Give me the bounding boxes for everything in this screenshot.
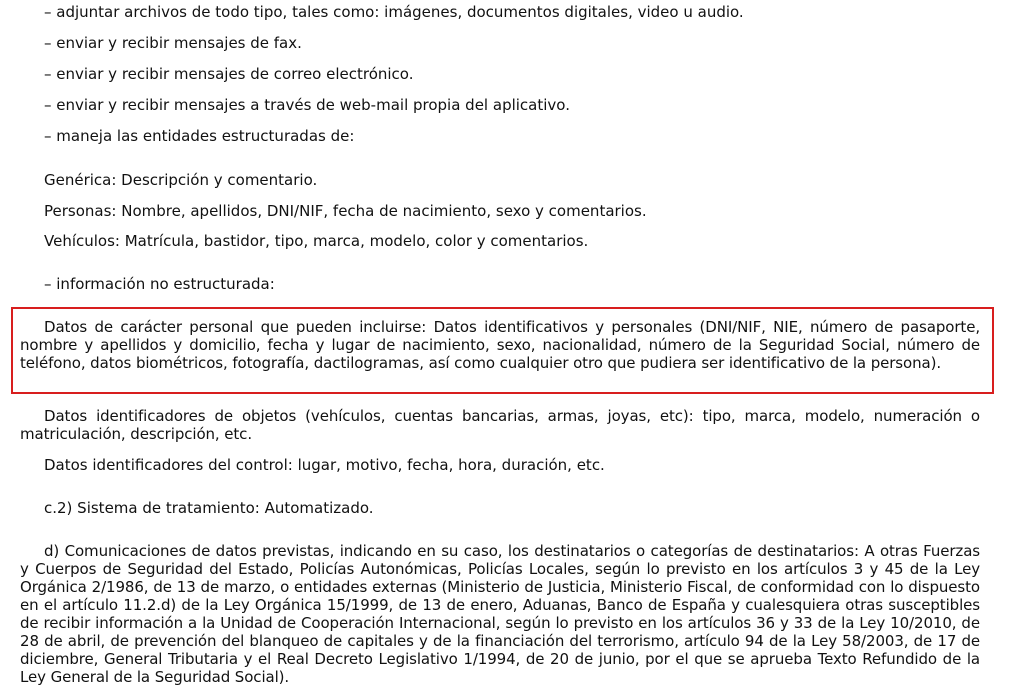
control-data-line: Datos identificadores del control: lugar, motivo, fecha, hora, duración, etc.	[44, 456, 605, 474]
entity-personas: Personas: Nombre, apellidos, DNI/NIF, fecha de nacimiento, sexo y comentarios.	[44, 202, 647, 220]
entity-generica: Genérica: Descripción y comentario.	[44, 171, 318, 189]
object-data-paragraph: Datos identificadores de objetos (vehículos, cuentas bancarias, armas, joyas, etc): tipo, marca, modelo, numeración o matriculación, descripción, etc.	[20, 407, 980, 443]
unstructured-heading: – información no estructurada:	[44, 275, 275, 293]
personal-data-paragraph: Datos de carácter personal que pueden incluirse: Datos identificativos y personales (DNI/NIF, NIE, número de pasaporte, nombre y apellidos y domicilio, fecha y lugar de nacimiento, sexo, nacionalidad, número de la Seguridad Social, número de teléfono, datos biométricos, fotografía, dactilogramas, así como cualquier otro que pudiera ser identificativo de la persona).	[20, 318, 980, 372]
bullet-structured-entities: – maneja las entidades estructuradas de:	[44, 127, 355, 145]
bullet-email: – enviar y recibir mensajes de correo electrónico.	[44, 65, 414, 83]
treatment-system-line: c.2) Sistema de tratamiento: Automatizado.	[44, 499, 374, 517]
bullet-webmail: – enviar y recibir mensajes a través de web-mail propia del aplicativo.	[44, 96, 570, 114]
communications-paragraph: d) Comunicaciones de datos previstas, indicando en su caso, los destinatarios o categorías de destinatarios: A otras Fuerzas y Cuerpos de Seguridad del Estado, Policías Autonómicas, Policías Locales, según lo previsto en los artículos 3 y 45 de la Ley Orgánica 2/1986, de 13 de marzo, o entidades externas (Ministerio de Justicia, Ministerio Fiscal, de conformidad con lo dispuesto en el artículo 11.2.d) de la Ley Orgánica 15/1999, de 13 de enero, Aduanas, Banco de España y cualesquiera otras susceptibles de recibir información a la Unidad de Cooperación Internacional, según lo previsto en los artículos 36 y 33 de la Ley 10/2010, de 28 de abril, de prevención del blanqueo de capitales y de la financiación del terrorismo, artículo 94 de la Ley 58/2003, de 17 de diciembre, General Tributaria y el Real Decreto Legislativo 1/1994, de 20 de junio, por el que se aprueba Texto Refundido de la Ley General de la Seguridad Social).	[20, 542, 980, 686]
bullet-attach-files: – adjuntar archivos de todo tipo, tales como: imágenes, documentos digitales, video u audio.	[44, 3, 744, 21]
entity-vehiculos: Vehículos: Matrícula, bastidor, tipo, marca, modelo, color y comentarios.	[44, 232, 589, 250]
bullet-fax: – enviar y recibir mensajes de fax.	[44, 34, 302, 52]
